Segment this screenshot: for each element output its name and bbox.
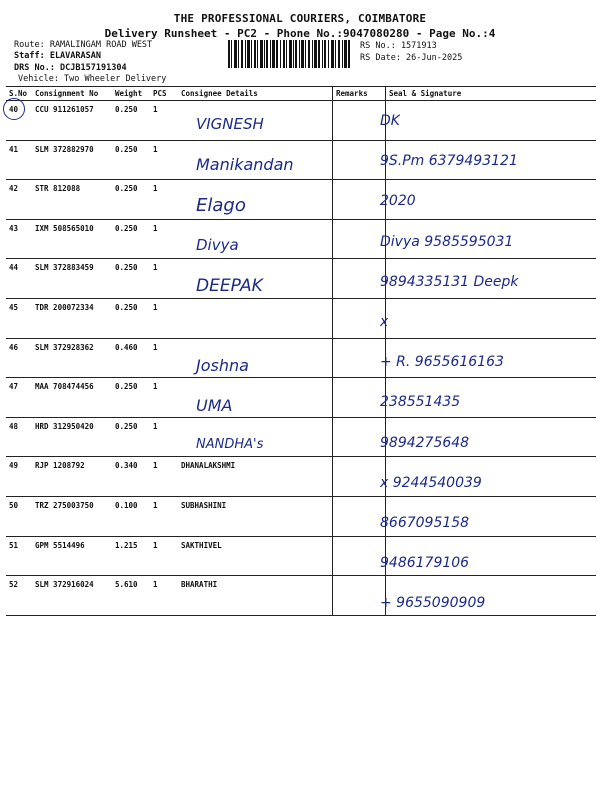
cell-pcs: 1	[150, 140, 178, 180]
cell-consignment-no: SLM 372928362	[32, 338, 112, 378]
table-row	[6, 417, 596, 457]
vehicle-label: Vehicle: Two Wheeler Delivery	[18, 74, 167, 84]
cell-consignee: SUBHASHINI	[178, 496, 333, 536]
cell-consignee	[178, 298, 333, 338]
cell-pcs: 1	[150, 536, 178, 576]
handwritten-signature: x 9244540039	[380, 474, 482, 491]
handwritten-signature: + R. 9655616163	[380, 354, 504, 371]
cell-sno: 49	[6, 457, 32, 497]
cell-sno: 48	[6, 417, 32, 457]
cell-sno: 42	[6, 180, 32, 220]
cell-pcs: 1	[150, 576, 178, 616]
cell-weight: 0.250	[112, 140, 150, 180]
cell-pcs: 1	[150, 457, 178, 497]
handwritten-signature: 9S.Pm 6379493121	[380, 153, 518, 170]
cell-weight: 0.100	[112, 496, 150, 536]
col-pcs: PCS	[150, 87, 178, 101]
handwritten-consignee-name: DEEPAK	[196, 275, 263, 296]
handwritten-signature: Divya 9585595031	[380, 233, 514, 250]
table-row	[6, 298, 596, 338]
cell-remarks	[333, 536, 386, 576]
col-weight: Weight	[112, 87, 150, 101]
cell-signature	[386, 180, 597, 220]
cell-sno: 46	[6, 338, 32, 378]
handwritten-consignee-name: Divya	[196, 235, 239, 254]
cell-weight: 0.340	[112, 457, 150, 497]
cell-remarks	[333, 576, 386, 616]
col-consignee: Consignee Details	[178, 87, 333, 101]
cell-remarks	[333, 338, 386, 378]
cell-weight: 0.250	[112, 259, 150, 299]
cell-pcs: 1	[150, 496, 178, 536]
drs-label: DRS No.: DCJB157191304	[14, 63, 127, 73]
cell-pcs: 1	[150, 259, 178, 299]
handwritten-signature: 9894275648	[380, 434, 470, 451]
cell-sno: 43	[6, 219, 32, 259]
cell-remarks	[333, 378, 386, 418]
cell-sno: 52	[6, 576, 32, 616]
handwritten-signature: 2020	[380, 193, 416, 210]
col-consignment: Consignment No	[32, 87, 112, 101]
handwritten-consignee-name: NANDHA's	[196, 436, 264, 452]
cell-remarks	[333, 180, 386, 220]
cell-weight: 0.250	[112, 180, 150, 220]
runsheet-subtitle: Delivery Runsheet - PC2 - Phone No.:9047080280 - Page No.:4	[104, 27, 496, 40]
handwritten-signature: 9894335131 Deepk	[380, 273, 519, 290]
cell-weight: 5.610	[112, 576, 150, 616]
handwritten-consignee-name: Joshna	[196, 356, 249, 376]
cell-weight: 0.250	[112, 219, 150, 259]
handwritten-signature: 238551435	[380, 394, 461, 411]
cell-consignment-no: SLM 372882970	[32, 140, 112, 180]
cell-consignment-no: IXM 508565010	[32, 219, 112, 259]
col-sno: S.No	[6, 87, 32, 101]
handwritten-signature: + 9655090909	[380, 595, 486, 612]
cell-sno: 50	[6, 496, 32, 536]
cell-remarks	[333, 101, 386, 141]
row-circle-mark	[3, 98, 25, 120]
col-remarks: Remarks	[333, 87, 386, 101]
cell-consignment-no: TDR 200072334	[32, 298, 112, 338]
cell-pcs: 1	[150, 378, 178, 418]
cell-remarks	[333, 219, 386, 259]
cell-sno: 51	[6, 536, 32, 576]
rs-date: RS Date: 26-Jun-2025	[360, 53, 463, 63]
table-row	[6, 101, 596, 141]
cell-pcs: 1	[150, 219, 178, 259]
cell-sno: 40	[6, 101, 32, 141]
table-row	[6, 180, 596, 220]
cell-consignment-no: HRD 312950420	[32, 417, 112, 457]
cell-signature	[386, 298, 597, 338]
cell-remarks	[333, 140, 386, 180]
cell-weight: 0.250	[112, 417, 150, 457]
cell-pcs: 1	[150, 180, 178, 220]
handwritten-signature: DK	[380, 113, 400, 129]
handwritten-signature: 8667095158	[380, 515, 470, 531]
page-title: THE PROFESSIONAL COURIERS, COIMBATORE	[173, 12, 427, 25]
rs-number: RS No.: 1571913	[360, 41, 437, 51]
cell-consignment-no: STR 812088	[32, 180, 112, 220]
table-row	[6, 457, 596, 497]
handwritten-signature: x	[380, 314, 389, 330]
barcode	[228, 40, 350, 68]
cell-weight: 0.250	[112, 101, 150, 141]
cell-remarks	[333, 417, 386, 457]
cell-sno: 45	[6, 298, 32, 338]
cell-consignment-no: TRZ 275003750	[32, 496, 112, 536]
table-header-row	[6, 87, 596, 101]
cell-pcs: 1	[150, 338, 178, 378]
table-row	[6, 496, 596, 536]
cell-consignee: BHARATHI	[178, 576, 333, 616]
cell-consignment-no: SLM 372883459	[32, 259, 112, 299]
table-row	[6, 576, 596, 616]
cell-consignee: SAKTHIVEL	[178, 536, 333, 576]
cell-remarks	[333, 298, 389, 338]
table-row	[6, 536, 596, 576]
cell-consignment-no: MAA 708474456	[32, 378, 112, 418]
cell-remarks	[333, 457, 386, 497]
handwritten-signature: 9486179106	[380, 555, 470, 572]
cell-weight: 1.215	[112, 536, 150, 576]
handwritten-consignee-name: VIGNESH	[196, 115, 264, 133]
cell-pcs: 1	[150, 101, 178, 141]
cell-sno: 44	[6, 259, 32, 299]
col-signature: Seal & Signature	[386, 87, 597, 101]
cell-weight: 0.250	[112, 378, 150, 418]
cell-consignment-no: RJP 1208792	[32, 457, 112, 497]
cell-weight: 0.250	[112, 298, 150, 338]
route-label: Route: RAMALINGAM ROAD WEST	[14, 40, 153, 50]
cell-weight: 0.460	[112, 338, 150, 378]
cell-consignee: DHANALAKSHMI	[178, 457, 333, 497]
cell-consignment-no: GPM 5514496	[32, 536, 112, 576]
table-row	[6, 338, 596, 378]
cell-pcs: 1	[150, 417, 178, 457]
handwritten-consignee-name: Elago	[196, 195, 246, 217]
table-row	[6, 378, 596, 418]
cell-pcs: 1	[150, 298, 178, 338]
cell-sno: 41	[6, 140, 32, 180]
staff-label: Staff: ELAVARASAN	[14, 51, 101, 61]
cell-signature	[386, 101, 597, 141]
handwritten-consignee-name: Manikandan	[196, 155, 294, 175]
cell-remarks	[333, 259, 386, 299]
cell-consignment-no: CCU 911261057	[32, 101, 112, 141]
cell-sno: 47	[6, 378, 32, 418]
cell-remarks	[333, 496, 386, 536]
cell-consignment-no: SLM 372916024	[32, 576, 112, 616]
handwritten-consignee-name: UMA	[196, 396, 233, 416]
